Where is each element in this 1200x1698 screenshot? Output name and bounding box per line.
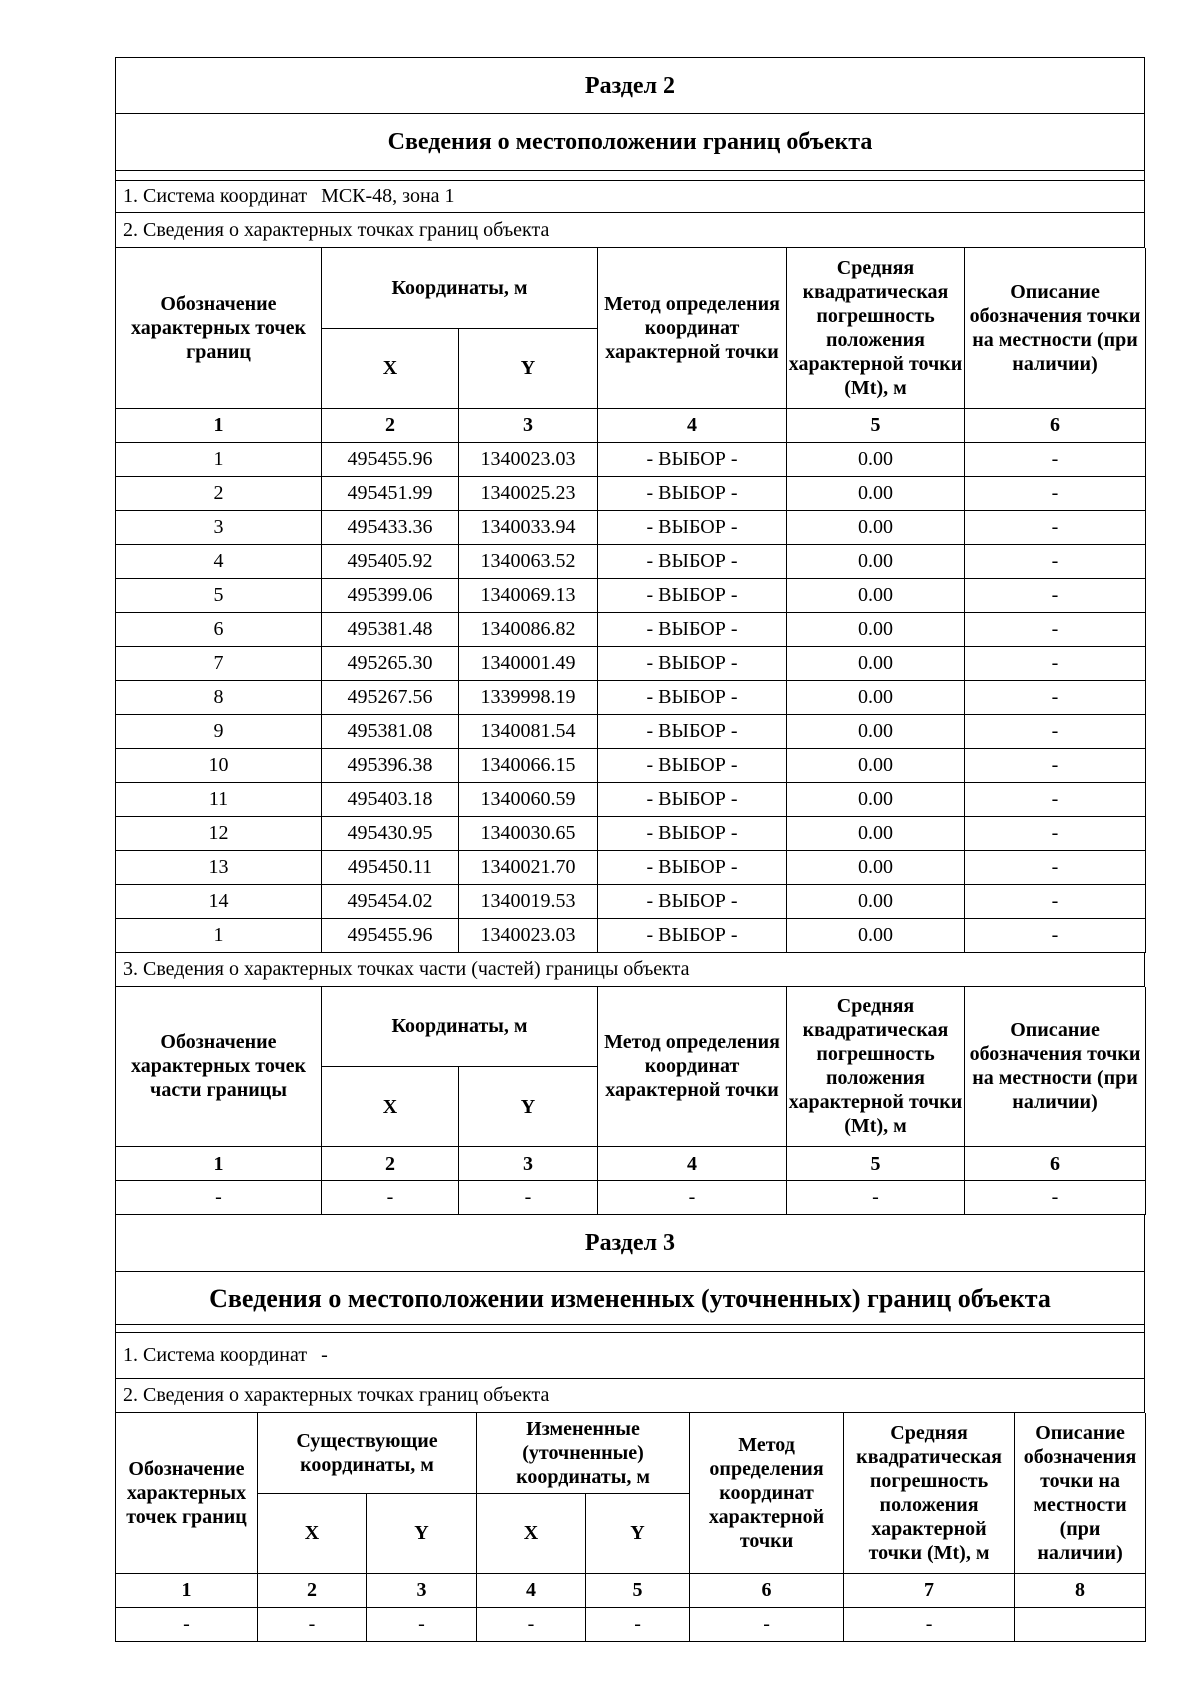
table-cell: -	[965, 918, 1146, 952]
table-cell: - ВЫБОР -	[598, 884, 787, 918]
table-cell: - ВЫБОР -	[598, 850, 787, 884]
table-cell: 495454.02	[322, 884, 459, 918]
coord-system-label: 1. Система координат	[123, 185, 308, 207]
table-cell: 1339998.19	[459, 680, 598, 714]
th-description: Описание обозначения точки на местности (при наличии)	[965, 987, 1146, 1147]
table-cell: 0.00	[787, 442, 965, 476]
table-cell: 1340066.15	[459, 748, 598, 782]
table-cell: 6	[116, 612, 322, 646]
table-cell: 495399.06	[322, 578, 459, 612]
table-cell: 495403.18	[322, 782, 459, 816]
table-cell: -	[367, 1607, 477, 1641]
table-cell: 2	[116, 476, 322, 510]
document-frame	[115, 57, 1145, 1642]
coord-system-value: МСК-48, зона 1	[321, 185, 455, 207]
th-existing-coords: Существующие координаты, м	[258, 1413, 477, 1493]
table-cell	[1015, 1607, 1146, 1641]
table-cell: 0.00	[787, 544, 965, 578]
col-number: 2	[322, 408, 459, 442]
col-number: 5	[586, 1573, 690, 1607]
table-row	[116, 782, 1146, 816]
table-cell: 0.00	[787, 646, 965, 680]
table-cell: 13	[116, 850, 322, 884]
table-cell: 0.00	[787, 612, 965, 646]
th-x: X	[322, 328, 459, 408]
table-cell: 495455.96	[322, 918, 459, 952]
table-row	[116, 680, 1146, 714]
th-y: Y	[459, 328, 598, 408]
table-cell: 0.00	[787, 918, 965, 952]
col-number: 2	[258, 1573, 367, 1607]
boundary-points-table	[115, 248, 1146, 953]
section2-heading: Раздел 2	[115, 57, 1145, 114]
table-cell: - ВЫБОР -	[598, 578, 787, 612]
table-cell: 1340086.82	[459, 612, 598, 646]
table-cell: 495455.96	[322, 442, 459, 476]
table-cell: -	[965, 476, 1146, 510]
table-cell: 1340063.52	[459, 544, 598, 578]
table-cell: 5	[116, 578, 322, 612]
part-points-rows	[116, 1181, 1146, 1215]
section-gap	[115, 1325, 1145, 1333]
th-designation: Обозначение характерных точек границ	[116, 248, 322, 408]
table-cell: -	[965, 646, 1146, 680]
table-cell: -	[965, 884, 1146, 918]
th-y: Y	[367, 1493, 477, 1573]
table-cell: 495450.11	[322, 850, 459, 884]
table-cell: 0.00	[787, 816, 965, 850]
table-row	[116, 510, 1146, 544]
table-cell: 0.00	[787, 884, 965, 918]
th-description: Описание обозначения точки на местности (при наличии)	[1015, 1413, 1146, 1573]
th-x: X	[477, 1493, 586, 1573]
table-cell: 1	[116, 918, 322, 952]
col-number: 4	[598, 408, 787, 442]
th-coords: Координаты, м	[322, 987, 598, 1067]
col-number: 2	[322, 1147, 459, 1181]
table-cell: - ВЫБОР -	[598, 680, 787, 714]
part-points-table	[115, 987, 1146, 1216]
col-number: 7	[844, 1573, 1015, 1607]
section-gap	[115, 171, 1145, 181]
th-y: Y	[586, 1493, 690, 1573]
table-cell: - ВЫБОР -	[598, 816, 787, 850]
changed-points-rows	[116, 1607, 1146, 1641]
section2-title: Сведения о местоположении границ объекта	[115, 114, 1145, 171]
table-row	[116, 476, 1146, 510]
points-heading: 2. Сведения о характерных точках границ объекта	[115, 213, 1145, 248]
table-cell: 1340033.94	[459, 510, 598, 544]
table-cell: - ВЫБОР -	[598, 510, 787, 544]
table-cell: 495265.30	[322, 646, 459, 680]
table-cell: 3	[116, 510, 322, 544]
th-coords: Координаты, м	[322, 248, 598, 328]
th-error: Средняя квадратическая погрешность положения характерной точки (Mt), м	[844, 1413, 1015, 1573]
table-cell: 0.00	[787, 578, 965, 612]
th-designation: Обозначение характерных точек границ	[116, 1413, 258, 1573]
table-cell: 11	[116, 782, 322, 816]
table-cell: 1340001.49	[459, 646, 598, 680]
column-numbers-row	[116, 1147, 1146, 1181]
table-cell: -	[965, 544, 1146, 578]
col-number: 6	[965, 408, 1146, 442]
changed-points-table	[115, 1413, 1146, 1642]
table-cell: -	[965, 680, 1146, 714]
coord-system-label: 1. Система координат	[123, 1344, 308, 1366]
table-cell: 495433.36	[322, 510, 459, 544]
table-row	[116, 816, 1146, 850]
col-number: 1	[116, 1147, 322, 1181]
table-cell: -	[459, 1181, 598, 1215]
table-cell: -	[965, 1181, 1146, 1215]
table-cell: - ВЫБОР -	[598, 476, 787, 510]
col-number: 1	[116, 408, 322, 442]
th-designation: Обозначение характерных точек части границы	[116, 987, 322, 1147]
section3-title: Сведения о местоположении измененных (уточненных) границ объекта	[115, 1272, 1145, 1325]
table-cell: -	[965, 782, 1146, 816]
th-method: Метод определения координат характерной точки	[598, 248, 787, 408]
table-cell: -	[586, 1607, 690, 1641]
th-y: Y	[459, 1067, 598, 1147]
th-x: X	[322, 1067, 459, 1147]
column-numbers-row	[116, 1573, 1146, 1607]
table-cell: 495430.95	[322, 816, 459, 850]
col-number: 3	[459, 1147, 598, 1181]
col-number: 1	[116, 1573, 258, 1607]
table-row	[116, 748, 1146, 782]
table-cell: 8	[116, 680, 322, 714]
th-description: Описание обозначения точки на местности (при наличии)	[965, 248, 1146, 408]
col-number: 5	[787, 1147, 965, 1181]
table-cell: 0.00	[787, 850, 965, 884]
table-cell: 1340081.54	[459, 714, 598, 748]
table-cell: 4	[116, 544, 322, 578]
col-number: 6	[690, 1573, 844, 1607]
col-number: 4	[477, 1573, 586, 1607]
table-cell: - ВЫБОР -	[598, 612, 787, 646]
table-cell: - ВЫБОР -	[598, 782, 787, 816]
table-cell: -	[965, 612, 1146, 646]
table-cell: 14	[116, 884, 322, 918]
table-row	[116, 544, 1146, 578]
table-cell: -	[690, 1607, 844, 1641]
boundary-points-rows	[116, 442, 1146, 952]
table-cell: 0.00	[787, 714, 965, 748]
col-number: 5	[787, 408, 965, 442]
table-cell: -	[598, 1181, 787, 1215]
table-row	[116, 442, 1146, 476]
table-cell: 1340023.03	[459, 918, 598, 952]
th-x: X	[258, 1493, 367, 1573]
table-cell: -	[965, 748, 1146, 782]
table-row	[116, 714, 1146, 748]
table-cell: 1340030.65	[459, 816, 598, 850]
table-cell: 495451.99	[322, 476, 459, 510]
table-cell: -	[322, 1181, 459, 1215]
table-cell: 1340019.53	[459, 884, 598, 918]
table-row	[116, 612, 1146, 646]
parts-heading: 3. Сведения о характерных точках части (частей) границы объекта	[115, 953, 1145, 987]
table-cell: - ВЫБОР -	[598, 714, 787, 748]
table-cell: 1340023.03	[459, 442, 598, 476]
table-cell: -	[116, 1607, 258, 1641]
table-cell: 0.00	[787, 748, 965, 782]
table-cell: 0.00	[787, 680, 965, 714]
table-row	[116, 850, 1146, 884]
section3-heading: Раздел 3	[115, 1215, 1145, 1272]
table-cell: - ВЫБОР -	[598, 748, 787, 782]
table-cell: 1	[116, 442, 322, 476]
table-cell: 495381.08	[322, 714, 459, 748]
coord-system-value: -	[321, 1344, 328, 1366]
table-cell: 1340060.59	[459, 782, 598, 816]
table-cell: 0.00	[787, 476, 965, 510]
table-cell: -	[965, 816, 1146, 850]
coord-system-line	[115, 1333, 1145, 1379]
table-row	[116, 1607, 1146, 1641]
table-row	[116, 646, 1146, 680]
table-cell: -	[116, 1181, 322, 1215]
column-numbers-row	[116, 408, 1146, 442]
col-number: 8	[1015, 1573, 1146, 1607]
table-cell: 10	[116, 748, 322, 782]
table-cell: 9	[116, 714, 322, 748]
table-cell: - ВЫБОР -	[598, 918, 787, 952]
table-cell: 1340025.23	[459, 476, 598, 510]
col-number: 3	[459, 408, 598, 442]
th-error: Средняя квадратическая погрешность положения характерной точки (Mt), м	[787, 248, 965, 408]
table-cell: - ВЫБОР -	[598, 544, 787, 578]
table-cell: 495396.38	[322, 748, 459, 782]
table-cell: -	[965, 442, 1146, 476]
table-row	[116, 884, 1146, 918]
table-cell: 7	[116, 646, 322, 680]
table-cell: -	[965, 850, 1146, 884]
th-method: Метод определения координат характерной точки	[690, 1413, 844, 1573]
table-cell: 1340021.70	[459, 850, 598, 884]
table-cell: - ВЫБОР -	[598, 646, 787, 680]
th-changed-coords: Измененные (уточненные) координаты, м	[477, 1413, 690, 1493]
table-row	[116, 918, 1146, 952]
table-cell: 495381.48	[322, 612, 459, 646]
table-cell: 0.00	[787, 782, 965, 816]
table-cell: 1340069.13	[459, 578, 598, 612]
table-cell: -	[844, 1607, 1015, 1641]
table-cell: -	[965, 714, 1146, 748]
points-heading: 2. Сведения о характерных точках границ объекта	[115, 1379, 1145, 1413]
col-number: 4	[598, 1147, 787, 1181]
table-cell: - ВЫБОР -	[598, 442, 787, 476]
table-cell: -	[477, 1607, 586, 1641]
table-cell: 495405.92	[322, 544, 459, 578]
table-row	[116, 578, 1146, 612]
table-cell: -	[965, 510, 1146, 544]
table-cell: -	[258, 1607, 367, 1641]
col-number: 3	[367, 1573, 477, 1607]
col-number: 6	[965, 1147, 1146, 1181]
table-cell: -	[965, 578, 1146, 612]
table-cell: 12	[116, 816, 322, 850]
th-error: Средняя квадратическая погрешность положения характерной точки (Mt), м	[787, 987, 965, 1147]
th-method: Метод определения координат характерной точки	[598, 987, 787, 1147]
table-row	[116, 1181, 1146, 1215]
table-cell: 495267.56	[322, 680, 459, 714]
table-cell: -	[787, 1181, 965, 1215]
table-cell: 0.00	[787, 510, 965, 544]
coord-system-line	[115, 181, 1145, 213]
